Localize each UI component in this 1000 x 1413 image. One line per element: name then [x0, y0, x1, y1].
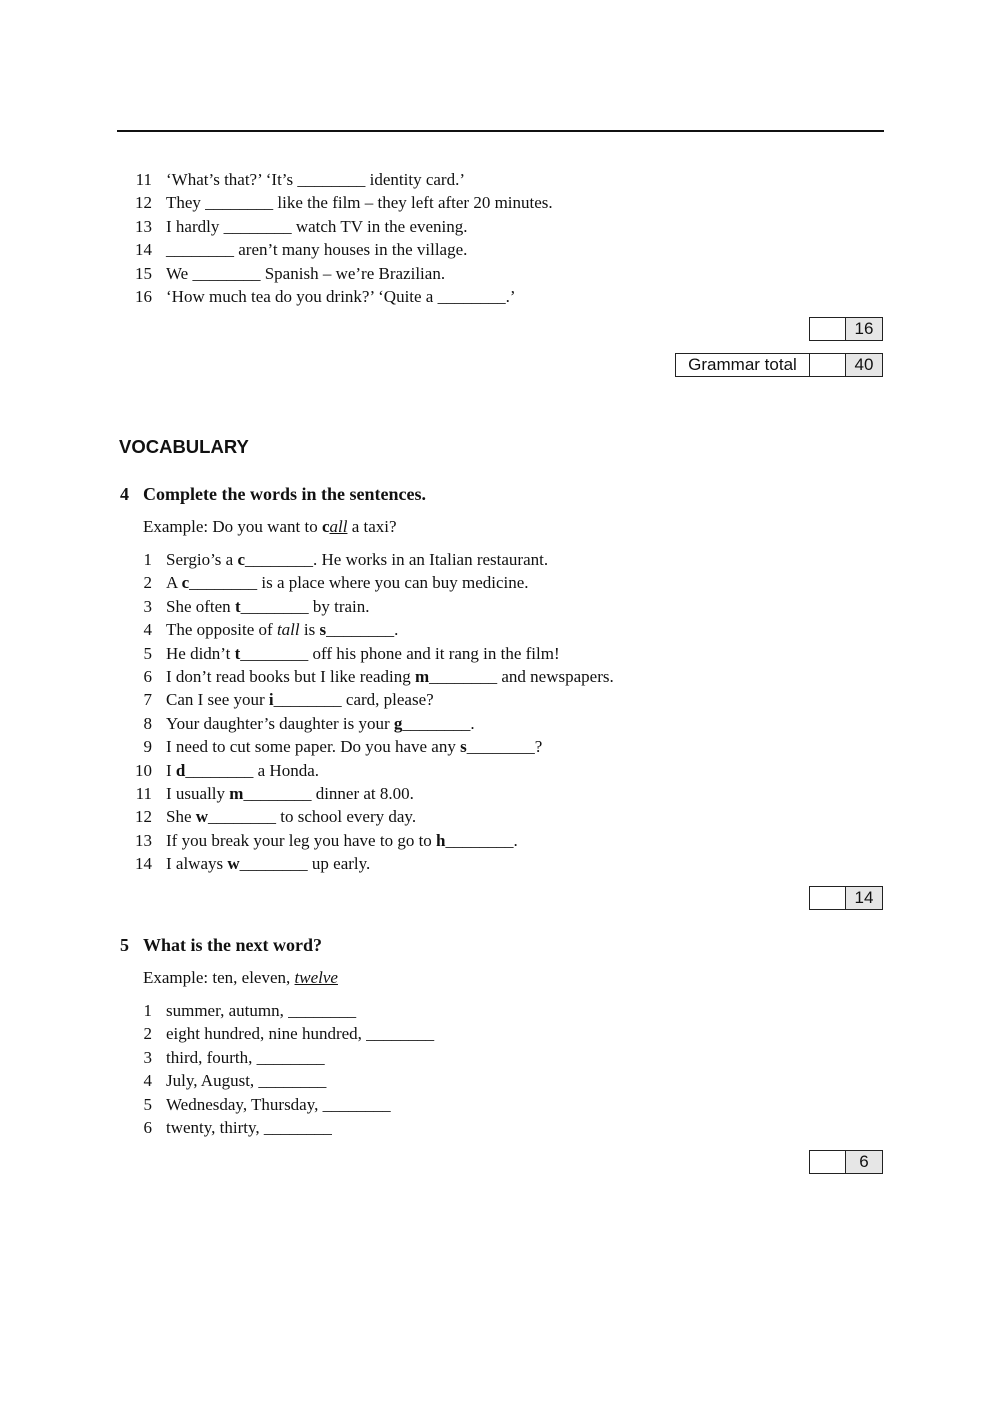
example-line: Example: ten, eleven, twelve: [143, 968, 338, 987]
list-item: 11 I usually m________ dinner at 8.00.: [135, 783, 414, 803]
list-item: 8 Your daughter’s daughter is your g________.: [143, 713, 475, 733]
score-max: 16: [846, 318, 882, 340]
list-item: 13 I hardly ________ watch TV in the evening.: [135, 216, 468, 236]
score-max: 14: [846, 887, 882, 909]
exercise-heading: 4 Complete the words in the sentences.: [120, 484, 426, 504]
score-max: 40: [846, 354, 882, 376]
list-item: 16 ‘How much tea do you drink?’ ‘Quite a ________.’: [135, 286, 516, 306]
grammar-total-box: [675, 353, 883, 377]
list-item: 14 ________ aren’t many houses in the village.: [135, 240, 468, 260]
list-item: 9 I need to cut some paper. Do you have any s________?: [143, 737, 543, 757]
list-item: 12 She w________ to school every day.: [135, 807, 417, 827]
list-item: 10 I d________ a Honda.: [135, 760, 320, 780]
list-item: 4 July, August, ________: [143, 1071, 327, 1091]
list-item: 4 The opposite of tall is s________.: [143, 620, 399, 640]
section-title: VOCABULARY: [119, 436, 249, 457]
list-item: 5 Wednesday, Thursday, ________: [143, 1094, 391, 1114]
next-word-list: [120, 999, 434, 1139]
vocabulary-list: [120, 548, 614, 875]
list-item: 15 We ________ Spanish – we’re Brazilian.: [135, 263, 446, 283]
exercise-heading: 5 What is the next word?: [120, 935, 322, 955]
list-item: 2 eight hundred, nine hundred, ________: [143, 1024, 435, 1044]
score-input[interactable]: [810, 1151, 846, 1173]
list-item: 3 She often t________ by train.: [143, 596, 370, 616]
list-item: 7 Can I see your i________ card, please?: [143, 690, 434, 710]
list-item: 6 twenty, thirty, ________: [143, 1117, 332, 1137]
list-item: 11 ‘What’s that?’ ‘It’s ________ identity card.’: [135, 170, 465, 189]
list-item: 3 third, fourth, ________: [143, 1047, 325, 1067]
list-item: 1 summer, autumn, ________: [143, 1001, 357, 1020]
grammar-list: [120, 168, 553, 308]
list-item: 13 If you break your leg you have to go to h________.: [135, 830, 518, 850]
header-rule: [117, 130, 884, 132]
list-item: 14 I always w________ up early.: [135, 854, 371, 874]
score-input[interactable]: [810, 318, 846, 340]
list-item: 6 I don’t read books but I like reading m________ and newspapers.: [143, 666, 614, 686]
grammar-total-label: Grammar total: [676, 354, 810, 376]
list-item: 12 They ________ like the film – they left after 20 minutes.: [135, 193, 553, 213]
score-input[interactable]: [810, 354, 846, 376]
list-item: 1 Sergio’s a c________. He works in an Italian restaurant.: [143, 550, 549, 569]
score-box-next-word-6: [809, 1150, 883, 1174]
score-box-vocabulary-14: [809, 886, 883, 910]
score-box-grammar-16: [809, 317, 883, 341]
example-line: Example: Do you want to call a taxi?: [143, 517, 397, 536]
score-input[interactable]: [810, 887, 846, 909]
list-item: 5 He didn’t t________ off his phone and it rang in the film!: [143, 643, 560, 663]
score-max: 6: [846, 1151, 882, 1173]
list-item: 2 A c________ is a place where you can buy medicine.: [143, 573, 529, 593]
